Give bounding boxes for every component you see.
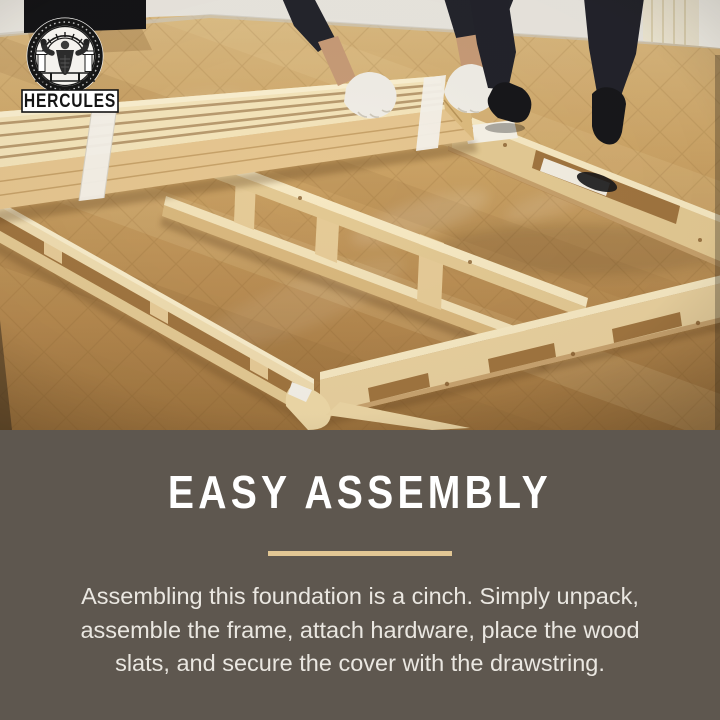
section-title: EASY ASSEMBLY <box>167 466 553 518</box>
brand-wordmark: HERCULES <box>23 89 117 112</box>
body-line: Assembling this foundation is a cinch. Simply unpack, <box>81 583 639 609</box>
section-body <box>0 580 720 681</box>
body-line: assemble the frame, attach hardware, place the wood <box>80 616 640 643</box>
brand-logo <box>15 15 125 115</box>
accent-divider <box>268 551 452 556</box>
body-line: slats, and secure the cover with the drawstring. <box>115 650 605 676</box>
hercules-strongman-badge-icon <box>15 15 125 115</box>
info-panel <box>0 430 720 720</box>
